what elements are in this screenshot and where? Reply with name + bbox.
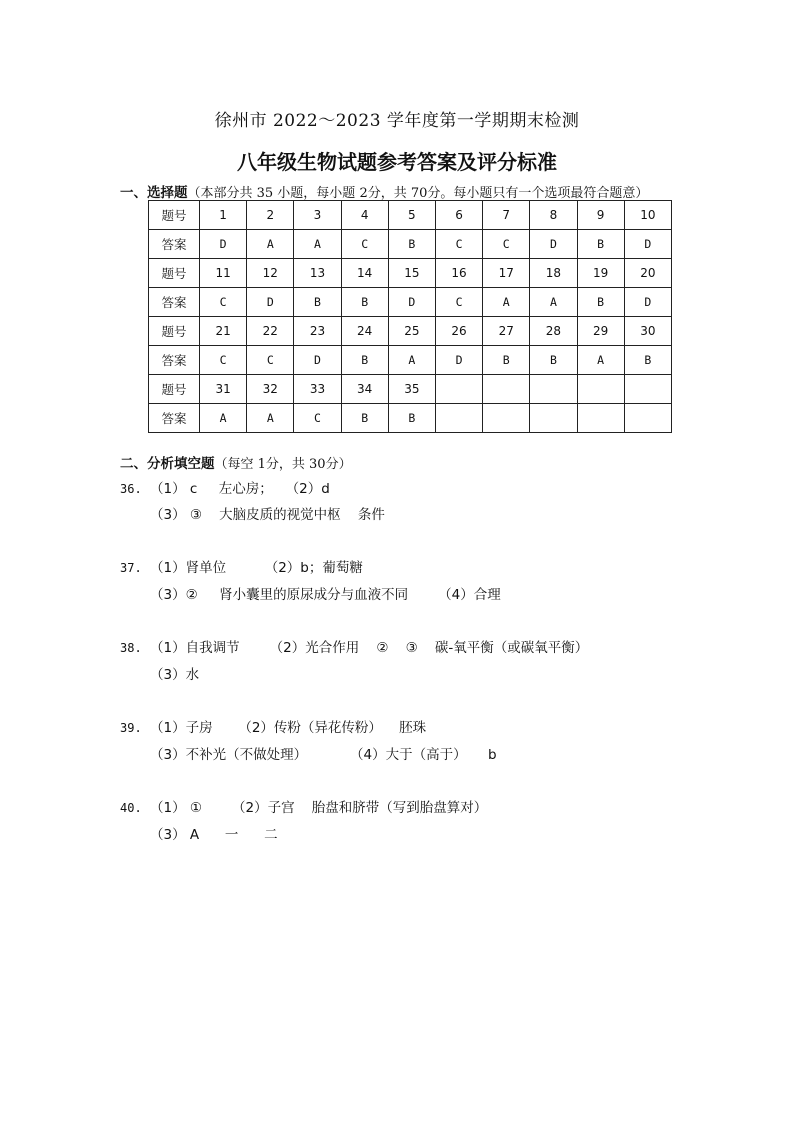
question-answer-text: （3） A 一 二 [150, 827, 278, 843]
table-row-numbers [149, 317, 672, 346]
answer-cell: A [577, 346, 624, 375]
number-cell [624, 375, 671, 404]
answer-table [148, 200, 672, 433]
table-row-answers [149, 230, 672, 259]
answer-cell: A [530, 288, 577, 317]
row-label-answer: 答案 [149, 346, 200, 375]
number-cell: 31 [200, 375, 247, 404]
page-title: 徐州市 2022～2023 学年度第一学期期末检测 [214, 111, 580, 131]
answer-cell: D [388, 288, 435, 317]
number-cell: 20 [624, 259, 671, 288]
question-answer-text: （1）子房 （2）传粉（异花传粉） 胚珠 [150, 720, 427, 736]
answer-cell: A [388, 346, 435, 375]
answer-cell: C [483, 230, 530, 259]
table-row-answers [149, 404, 672, 433]
number-cell [483, 375, 530, 404]
answer-cell: D [624, 230, 671, 259]
number-cell: 7 [483, 201, 530, 230]
number-cell: 10 [624, 201, 671, 230]
answer-cell: B [530, 346, 577, 375]
question-line [120, 718, 426, 738]
question-line [120, 479, 330, 499]
answer-cell: B [388, 230, 435, 259]
number-cell: 24 [341, 317, 388, 346]
section-choice-heading [120, 181, 648, 201]
number-cell: 30 [624, 317, 671, 346]
number-cell: 8 [530, 201, 577, 230]
question-line [120, 558, 363, 578]
number-cell [530, 375, 577, 404]
number-cell: 12 [247, 259, 294, 288]
number-cell: 29 [577, 317, 624, 346]
number-cell: 34 [341, 375, 388, 404]
section-choice-title: 一、选择题 [120, 185, 188, 201]
section-fill-note: （每空 1分，共 30分） [214, 457, 352, 472]
table-row-numbers [149, 259, 672, 288]
number-cell: 23 [294, 317, 341, 346]
question-number: 39. [120, 721, 142, 735]
number-cell: 18 [530, 259, 577, 288]
answer-cell: D [294, 346, 341, 375]
number-cell: 26 [435, 317, 482, 346]
answer-cell: D [247, 288, 294, 317]
answer-cell: D [530, 230, 577, 259]
table-row-answers [149, 288, 672, 317]
answer-cell: D [624, 288, 671, 317]
row-label-number: 题号 [149, 201, 200, 230]
table-row-numbers [149, 201, 672, 230]
answer-cell: B [341, 346, 388, 375]
number-cell: 21 [200, 317, 247, 346]
number-cell: 25 [388, 317, 435, 346]
row-label-number: 题号 [149, 375, 200, 404]
answer-cell: A [294, 230, 341, 259]
row-label-answer: 答案 [149, 288, 200, 317]
number-cell [577, 375, 624, 404]
table-row-numbers [149, 375, 672, 404]
question-answer-text: （1）肾单位 （2）b；葡萄糖 [150, 560, 363, 576]
answer-cell: D [435, 346, 482, 375]
row-label-number: 题号 [149, 317, 200, 346]
answer-cell: B [294, 288, 341, 317]
answer-cell: C [200, 346, 247, 375]
question-line [120, 798, 487, 818]
question-line [120, 585, 501, 605]
question-line [120, 638, 588, 658]
number-cell: 22 [247, 317, 294, 346]
number-cell: 15 [388, 259, 435, 288]
answer-cell [624, 404, 671, 433]
answer-cell: B [624, 346, 671, 375]
answer-cell: C [435, 230, 482, 259]
answer-cell: C [247, 346, 294, 375]
page-subtitle: 八年级生物试题参考答案及评分标准 [237, 150, 557, 174]
number-cell: 11 [200, 259, 247, 288]
answer-cell: B [577, 230, 624, 259]
answer-cell: A [200, 404, 247, 433]
number-cell [435, 375, 482, 404]
answer-cell: C [435, 288, 482, 317]
answer-cell [530, 404, 577, 433]
question-answer-text: （1） c 左心房； （2）d [150, 481, 330, 497]
number-cell: 6 [435, 201, 482, 230]
question-answer-text: （1） ① （2）子宫 胎盘和脐带（写到胎盘算对） [150, 800, 488, 816]
number-cell: 5 [388, 201, 435, 230]
table-row-answers [149, 346, 672, 375]
number-cell: 13 [294, 259, 341, 288]
section-choice-note: （本部分共 35 小题，每小题 2分，共 70分。每小题只有一个选项最符合题意） [187, 186, 649, 201]
answer-cell: C [200, 288, 247, 317]
section-fill-heading [120, 452, 352, 472]
number-cell: 19 [577, 259, 624, 288]
answer-cell: D [200, 230, 247, 259]
question-number: 38. [120, 641, 142, 655]
answer-cell [435, 404, 482, 433]
question-line [120, 745, 497, 765]
number-cell: 1 [200, 201, 247, 230]
number-cell: 27 [483, 317, 530, 346]
question-answer-text: （1）自我调节 （2）光合作用 ② ③ 碳-氧平衡（或碳氧平衡） [150, 640, 589, 656]
question-answer-text: （3）不补光（不做处理） （4）大于（高于） b [150, 747, 497, 763]
row-label-answer: 答案 [149, 230, 200, 259]
number-cell: 33 [294, 375, 341, 404]
number-cell: 35 [388, 375, 435, 404]
answer-cell: A [483, 288, 530, 317]
answer-cell: B [483, 346, 530, 375]
number-cell: 4 [341, 201, 388, 230]
answer-cell: B [341, 288, 388, 317]
row-label-number: 题号 [149, 259, 200, 288]
number-cell: 14 [341, 259, 388, 288]
number-cell: 16 [435, 259, 482, 288]
answer-cell: B [341, 404, 388, 433]
answer-cell: C [341, 230, 388, 259]
question-number: 36. [120, 482, 142, 496]
answer-cell: B [388, 404, 435, 433]
question-line [120, 665, 199, 685]
question-line [120, 505, 385, 525]
answer-cell [577, 404, 624, 433]
row-label-answer: 答案 [149, 404, 200, 433]
number-cell: 9 [577, 201, 624, 230]
number-cell: 17 [483, 259, 530, 288]
number-cell: 3 [294, 201, 341, 230]
answer-cell [483, 404, 530, 433]
answer-cell: B [577, 288, 624, 317]
section-fill-title: 二、分析填空题 [120, 456, 215, 472]
question-answer-text: （3）水 [150, 667, 200, 683]
answer-cell: A [247, 404, 294, 433]
question-line [120, 825, 278, 845]
question-answer-text: （3） ③ 大脑皮质的视觉中枢 条件 [150, 507, 385, 523]
answer-cell: C [294, 404, 341, 433]
question-number: 37. [120, 561, 142, 575]
question-answer-text: （3）② 肾小囊里的原尿成分与血液不同 （4）合理 [150, 587, 501, 603]
number-cell: 28 [530, 317, 577, 346]
number-cell: 32 [247, 375, 294, 404]
number-cell: 2 [247, 201, 294, 230]
answer-cell: A [247, 230, 294, 259]
question-number: 40. [120, 801, 142, 815]
